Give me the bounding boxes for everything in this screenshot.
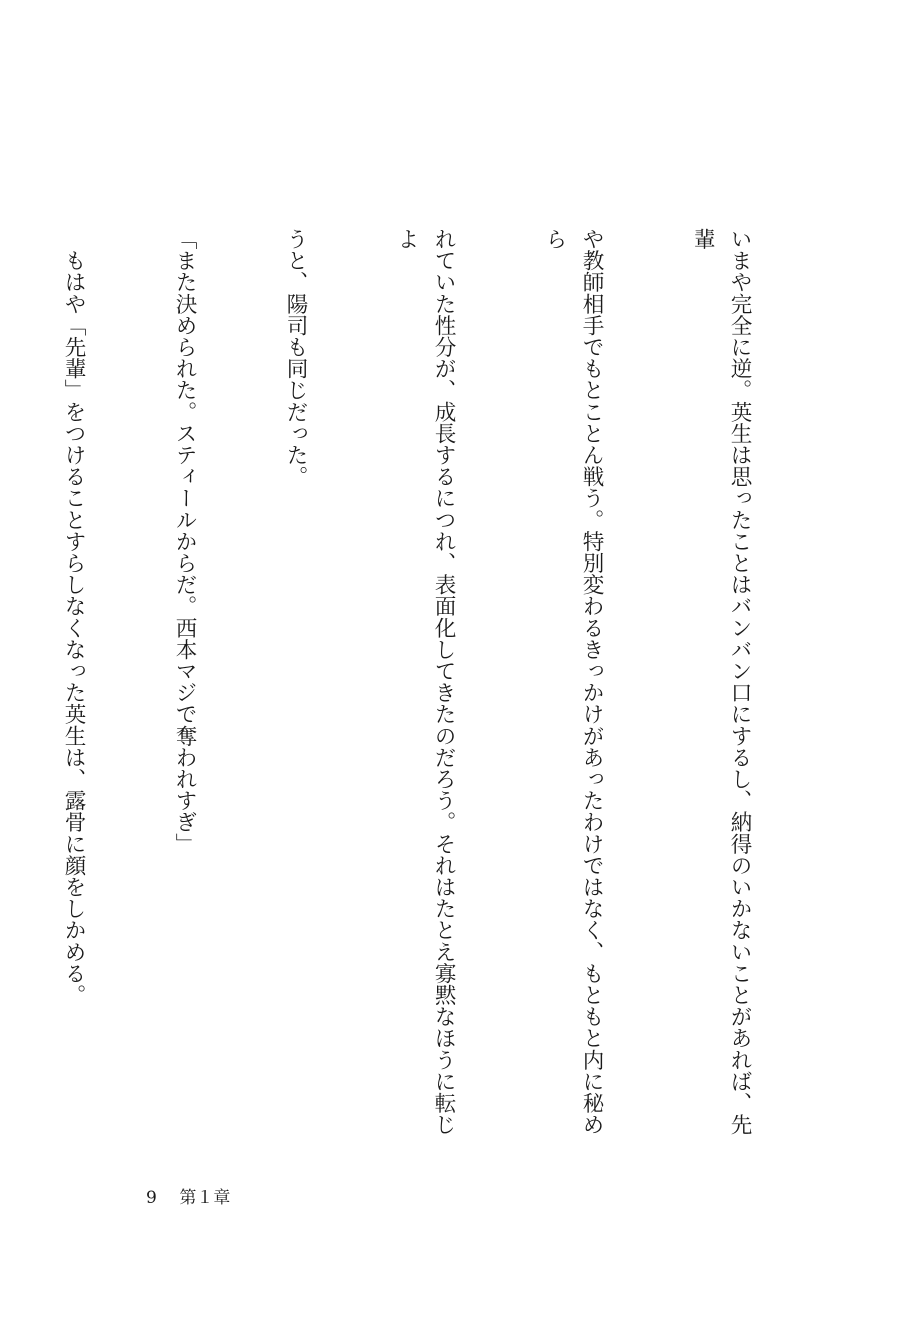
text-line: もはや「先輩」をつけることすらしなくなった英生は、露骨に顔をしかめる。 — [61, 228, 86, 1006]
chapter-title: 第１章 — [179, 1188, 231, 1208]
page-footer — [146, 1183, 230, 1208]
body-text — [61, 228, 832, 1148]
text-line: いまや完全に逆。英生は思ったことはバンバン口にするし、納得のいかないことがあれば、先輩 — [690, 228, 752, 1136]
text-line: 「また決められた。スティールからだ。西本マジで奪われすぎ」 — [172, 228, 197, 855]
text-line: うと、陽司も同じだった。 — [283, 228, 308, 488]
page-number: 9 — [146, 1188, 157, 1208]
text-line: れていた性分が、成長するにつれ、表面化してきたのだろう。それはたとえ寡黙なほうに転じよ — [394, 228, 456, 1136]
text-line: や教師相手でもとことん戦う。特別変わるきっかけがあったわけではなく、もともと内に秘めら — [542, 228, 604, 1136]
